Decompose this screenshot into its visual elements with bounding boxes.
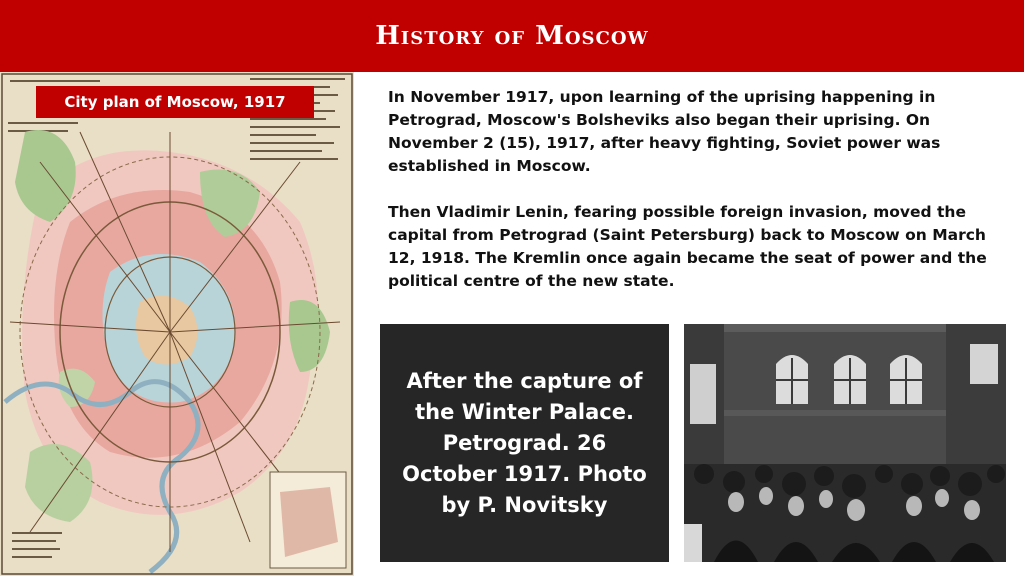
paragraph-capital-move: Then Vladimir Lenin, fearing possible foreign invasion, moved the capital from Petrograd (Saint Petersburg) back to Moscow on March 12, 1918. The Kremlin once again became the seat of power and the political centre of the new state. [388, 203, 987, 290]
photo-caption-box [380, 324, 669, 562]
title-bar [0, 0, 1024, 72]
paragraph-november-1917: In November 1917, upon learning of the uprising happening in Petrograd, Moscow's Bolsheviks also began their uprising. On November 2 (15), 1917, after heavy fighting, Soviet power was established in Moscow. [388, 88, 941, 175]
slide-title: History of Moscow [375, 21, 649, 51]
winter-palace-photo [684, 324, 1006, 562]
map-caption: City plan of Moscow, 1917 [36, 86, 314, 118]
moscow-map-image [0, 72, 354, 576]
body-text [388, 86, 988, 316]
photo-caption: After the capture of the Winter Palace. Petrograd. 26 October 1917. Photo by P. Novitsky [402, 368, 647, 517]
